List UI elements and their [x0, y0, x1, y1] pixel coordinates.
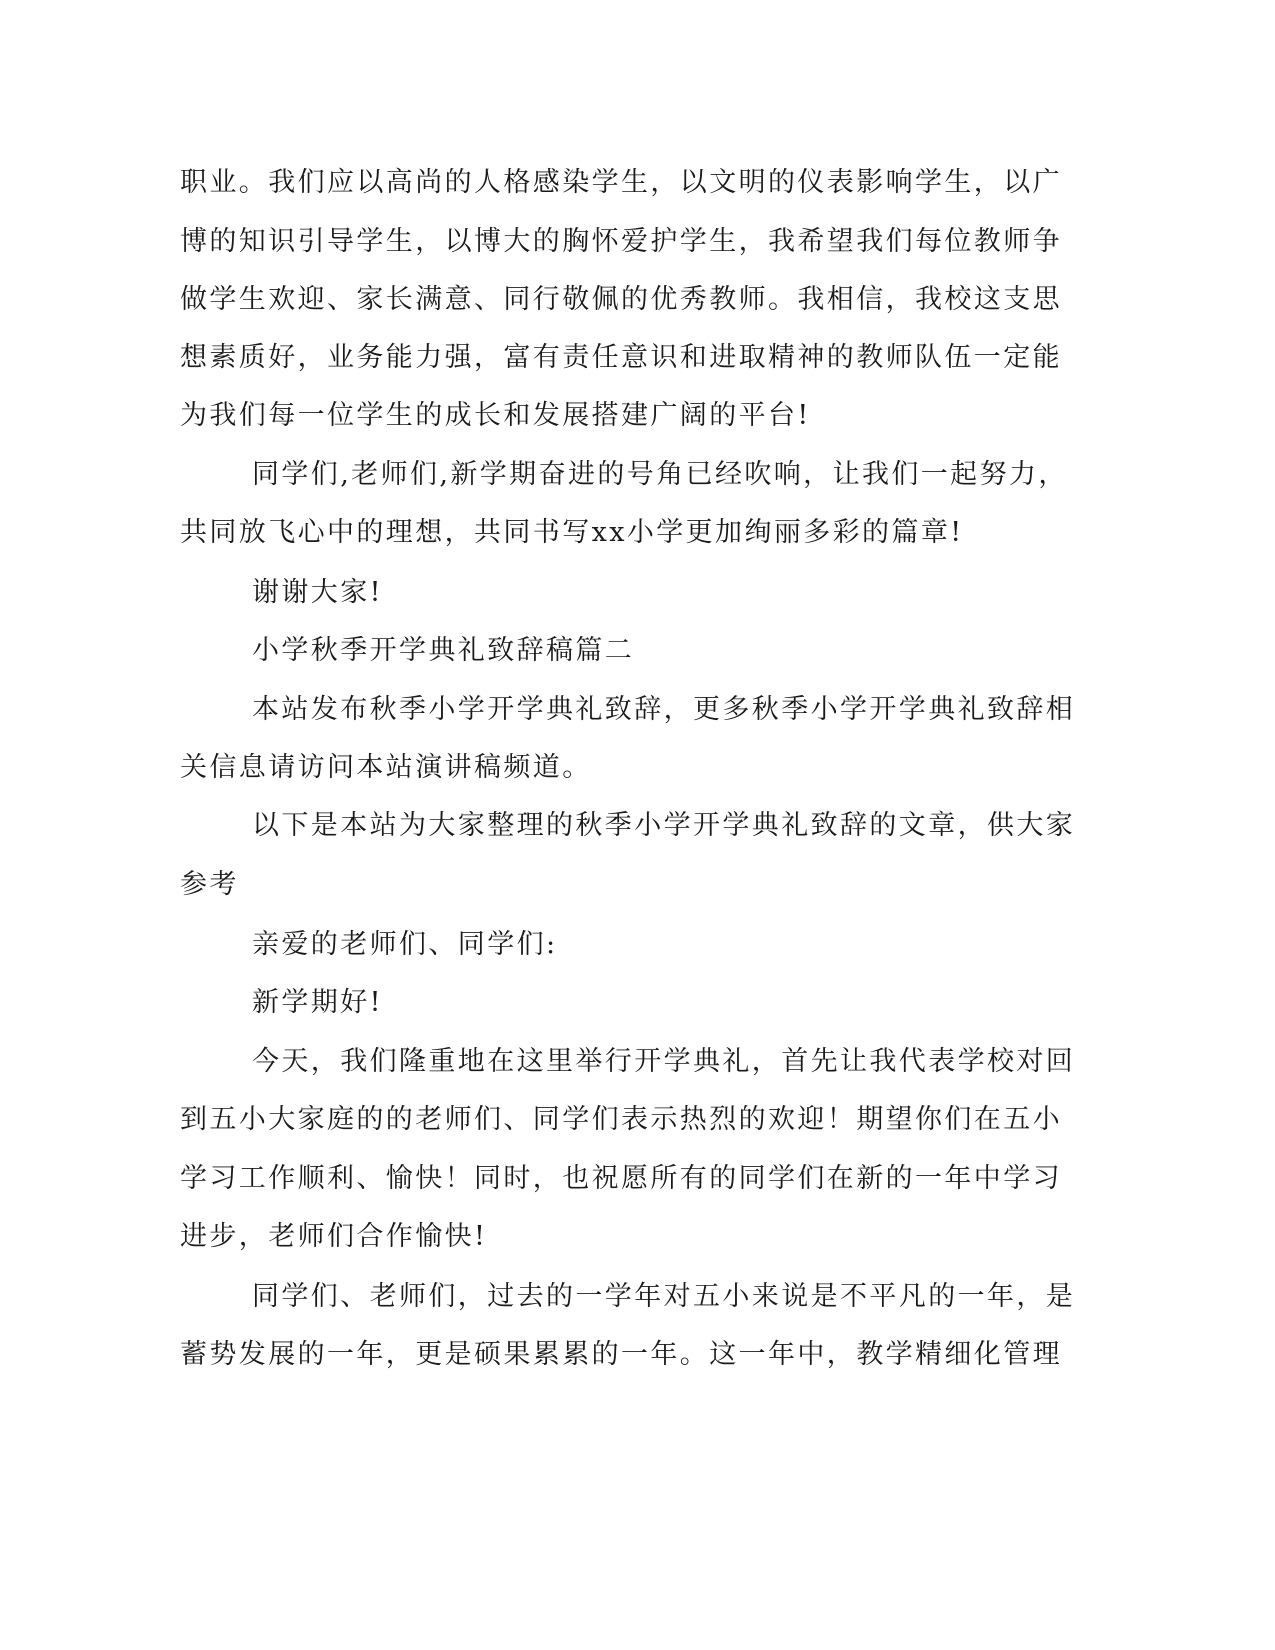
text-line: 博的知识引导学生，以博大的胸怀爱护学生，我希望我们每位教师争 — [180, 226, 1062, 257]
text-line: 今天，我们隆重地在这里举行开学典礼，首先让我代表学校对回 — [252, 1046, 1076, 1077]
text-line: 进步，老师们合作愉快! — [180, 1221, 488, 1252]
text-line: 共同放飞心中的理想，共同书写xx小学更加绚丽多彩的篇章! — [180, 517, 964, 548]
text-line: 学习工作顺利、愉快！同时，也祝愿所有的同学们在新的一年中学习 — [180, 1163, 1062, 1194]
text-line: 参考 — [180, 869, 239, 900]
text-line: 新学期好! — [252, 987, 383, 1018]
text-line: 亲爱的老师们、同学们: — [252, 929, 558, 960]
text-line: 同学们、老师们，过去的一学年对五小来说是不平凡的一年，是 — [252, 1281, 1076, 1312]
text-line: 蓄势发展的一年，更是硕果累累的一年。这一年中，教学精细化管理 — [180, 1339, 1062, 1370]
text-line: 想素质好，业务能力强，富有责任意识和进取精神的教师队伍一定能 — [180, 342, 1062, 373]
text-line: 同学们,老师们,新学期奋进的号角已经吹响，让我们一起努力， — [252, 459, 1068, 490]
text-line: 本站发布秋季小学开学典礼致辞，更多秋季小学开学典礼致辞相 — [252, 694, 1076, 725]
text-line: 以下是本站为大家整理的秋季小学开学典礼致辞的文章，供大家 — [252, 810, 1076, 841]
section-heading: 小学秋季开学典礼致辞稿篇二 — [252, 635, 635, 666]
text-line: 做学生欢迎、家长满意、同行敬佩的优秀教师。我相信，我校这支思 — [180, 284, 1062, 315]
text-line: 为我们每一位学生的成长和发展搭建广阔的平台! — [180, 400, 811, 431]
text-line: 到五小大家庭的的老师们、同学们表示热烈的欢迎！期望你们在五小 — [180, 1104, 1062, 1135]
text-line: 关信息请访问本站演讲稿频道。 — [180, 752, 592, 783]
text-line: 谢谢大家! — [252, 577, 383, 608]
text-line: 职业。我们应以高尚的人格感染学生，以文明的仪表影响学生，以广 — [180, 167, 1062, 198]
